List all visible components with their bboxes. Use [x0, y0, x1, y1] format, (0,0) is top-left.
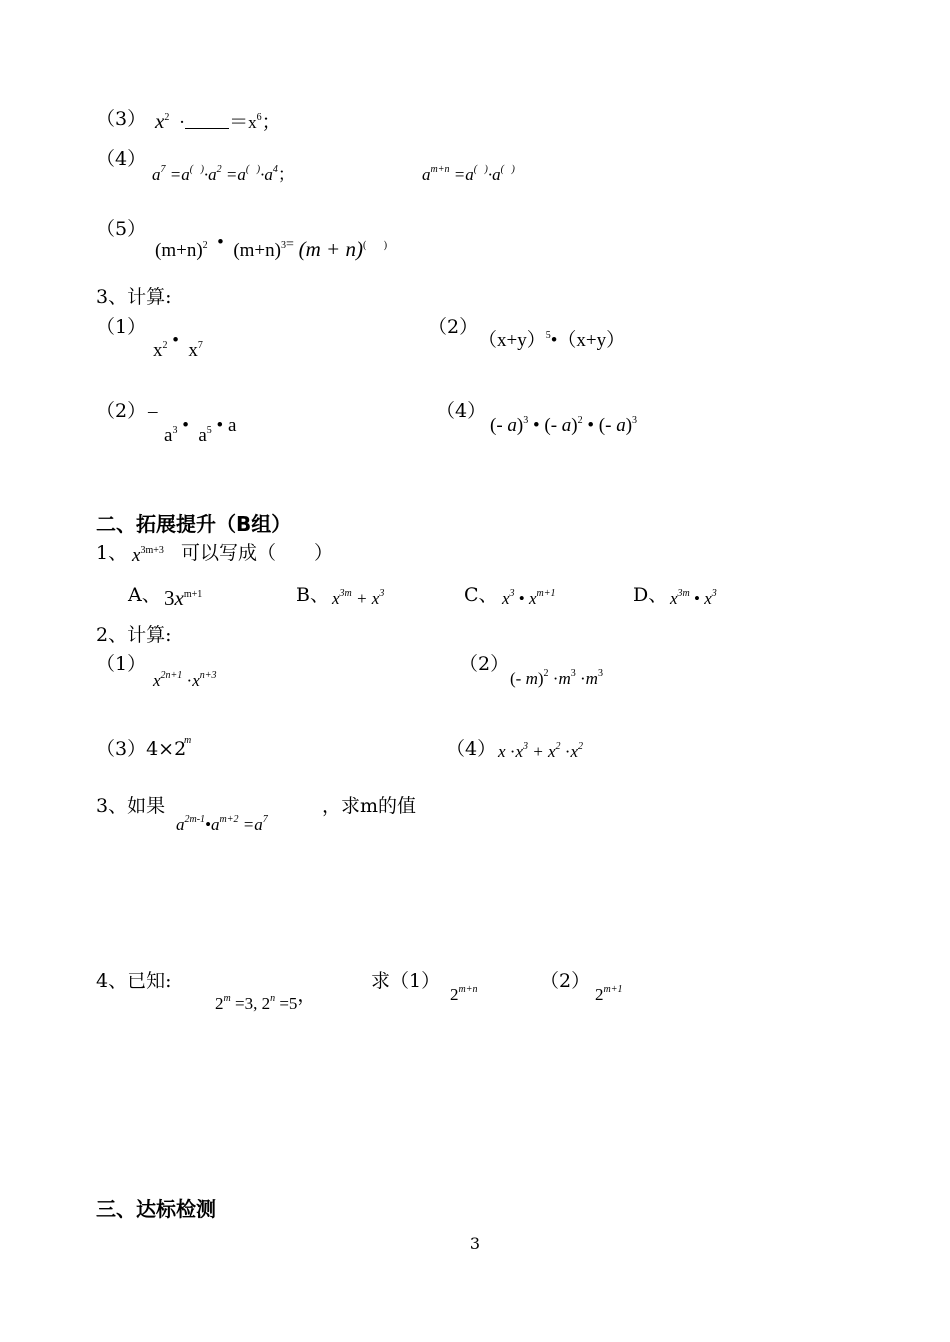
calc3-formula-body: $a^3$ • $a^5$ • a — [164, 415, 237, 446]
page-number: 3 — [469, 1234, 481, 1253]
q2-2-label: （2） — [459, 653, 510, 675]
option-d-formula: $x^{3m}$ • $x^3$ — [670, 588, 717, 608]
q2-4-formula: $x \cdot x^3 + x^2 \cdot x^2$ — [498, 741, 584, 761]
calc1-formula: $x^2$ • $x^7$ — [153, 330, 203, 361]
calc-heading: 3、计算: — [96, 286, 172, 308]
q2-3-exponent: m — [184, 735, 192, 746]
q4-formula1: $2^{m+n}$ — [450, 984, 478, 1004]
q2-2-formula: (- $m)^2 \cdot m^3 \cdot m^3$ — [510, 668, 603, 688]
q3-formula: $a^{2m-1}•a^{m+2} =a^7$ — [176, 814, 268, 834]
option-b-label[interactable]: B、 — [296, 584, 329, 606]
q2-4-label: （4） — [446, 738, 497, 760]
item5-formula: $(m+n)^2$ • $(m+n)^{3=}$ (m + n)( ) — [155, 232, 388, 261]
q1-formula: $x^{3m+3}$ — [132, 545, 164, 566]
q2-3-label: （3）4×2 — [96, 738, 187, 760]
q3-prefix: 3、如果 — [96, 795, 166, 817]
section2-heading: 二、拓展提升（B组） — [96, 512, 292, 536]
calc1-label: （1） — [96, 316, 147, 338]
q2-1-label: （1） — [96, 653, 147, 675]
q4-prefix: 4、已知: — [96, 970, 172, 992]
item3-label: （3） — [96, 108, 147, 130]
answer-blank[interactable] — [185, 114, 229, 129]
calc2-label: （2） — [428, 316, 479, 338]
item3-formula: $x^2 \cdot =x^6$； — [155, 109, 281, 133]
item4-formula-left: $a^7 =a^{( )}\cdot a^2 =a^{( )}\cdot a^4$； — [152, 164, 295, 184]
option-d-label[interactable]: D、 — [633, 584, 668, 606]
q4-part2-label: （2） — [540, 970, 591, 992]
calc2-formula: $(x+y)^5•(x+y)$ — [478, 330, 626, 351]
calc4-formula: (- a)$^3$ • (- a)$^2$ • (- a)$^3$ — [490, 415, 638, 436]
calc4-label: （4） — [436, 400, 487, 422]
item5-label: （5） — [96, 218, 147, 240]
q4-mid: 求（1） — [371, 970, 441, 992]
option-c-formula: $x^3$ • $x^{m+1}$ — [502, 588, 556, 608]
option-a-label[interactable]: A、 — [128, 584, 161, 606]
option-c-label[interactable]: C、 — [464, 584, 498, 606]
q1-text: 可以写成（ ） — [181, 542, 334, 564]
calc3-formula: – — [148, 401, 158, 422]
calc3-label: （2） — [96, 400, 147, 422]
item4-formula-right: $a^{m+n} =a^{( )}\cdot a^{( )}$ — [422, 164, 515, 184]
q2-heading: 2、计算: — [96, 624, 172, 646]
section3-heading: 三、达标检测 — [96, 1197, 216, 1221]
option-b-formula: $x^{3m} + x^3$ — [332, 588, 385, 608]
q3-suffix: ，求m的值 — [322, 795, 417, 817]
q2-1-formula: $x^{2n+1} \cdot x^{n+3}$ — [153, 670, 217, 690]
q4-formula2: $2^{m+1}$ — [595, 984, 623, 1004]
q4-given: $2^m =3$, $2^n =5$， — [215, 985, 317, 1013]
option-a-formula: $3x^{m+1}$ — [164, 586, 203, 610]
q1-prefix: 1、 — [96, 542, 128, 564]
item4-label: （4） — [96, 148, 147, 170]
